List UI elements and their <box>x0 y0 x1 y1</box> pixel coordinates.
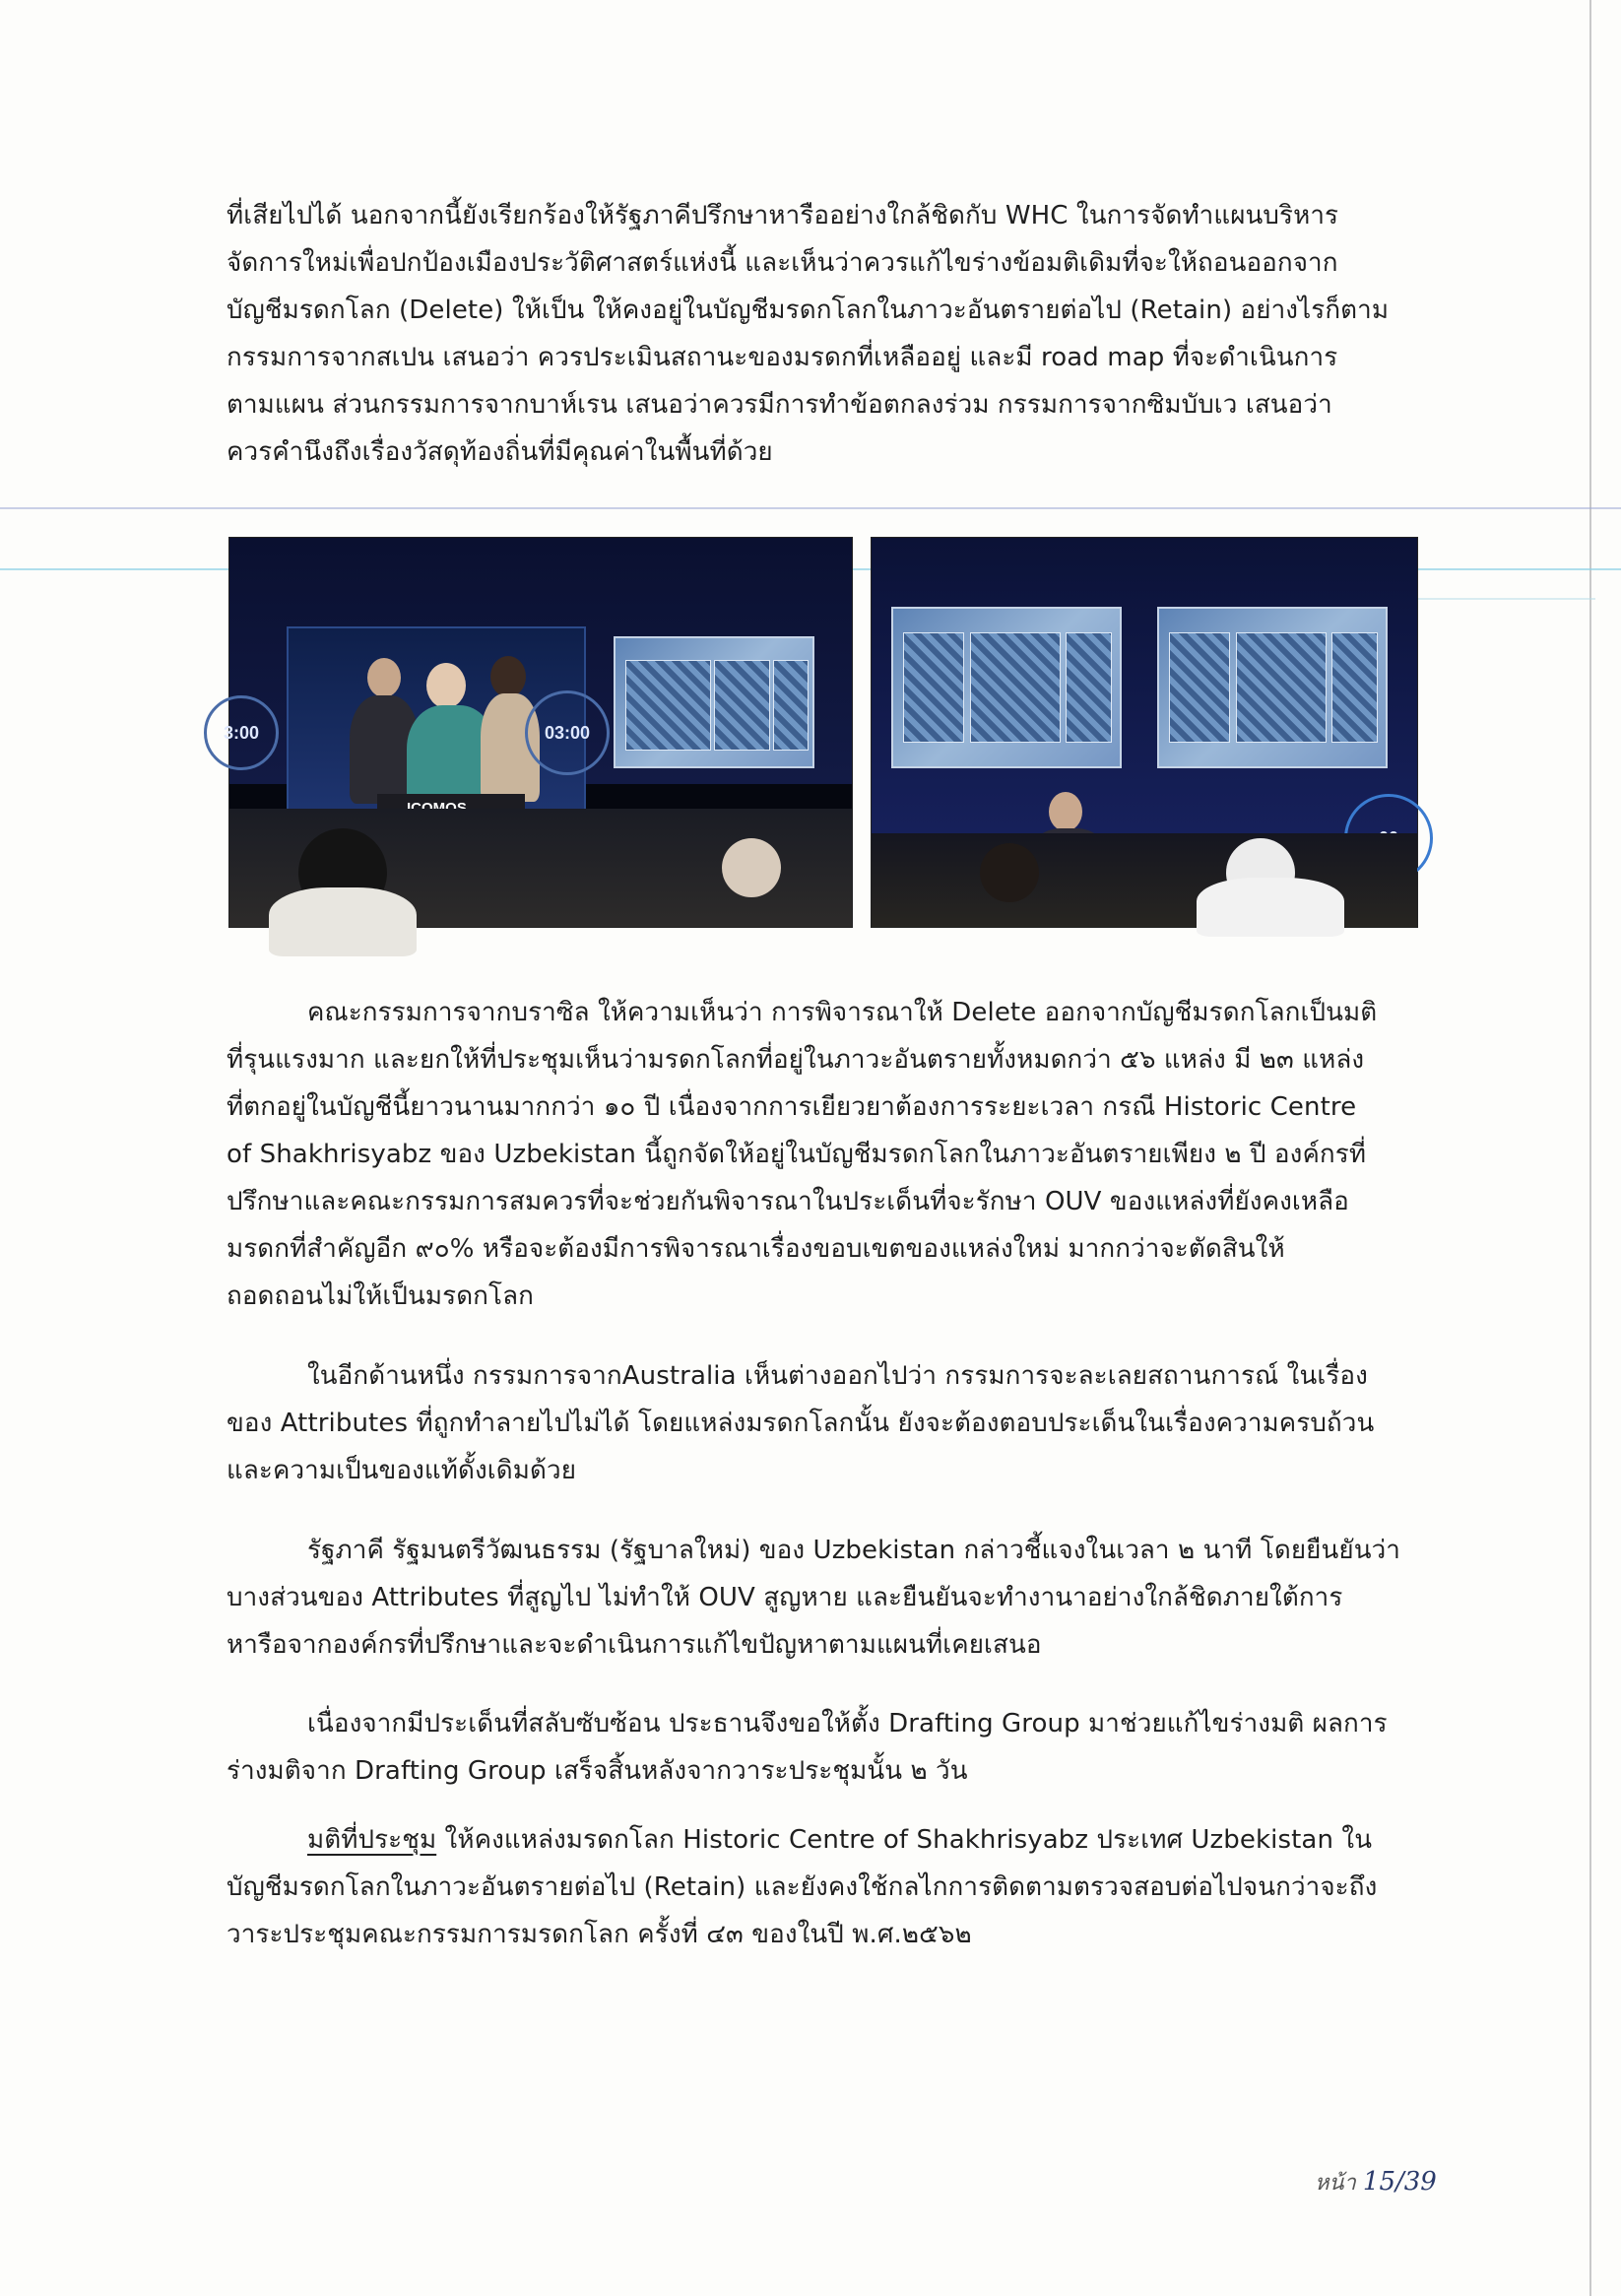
text-line: ปรึกษาและคณะกรรมการสมควรที่จะช่วยกันพิจารณาในประเด็นที่จะรักษา OUV ของแหล่งที่ยังคงเหลือ <box>227 1187 1349 1216</box>
text-line: ร่างมติจาก Drafting Group เสร็จสิ้นหลังจากวาระประชุมนั้น ๒ วัน <box>227 1756 968 1786</box>
paragraph-1 <box>227 192 1418 476</box>
text-line: ที่เสียไปได้ นอกจากนี้ยังเรียกร้องให้รัฐภาคีปรึกษาหารืออย่างใกล้ชิดกับ WHC ในการจัดทำแผนบริหาร <box>227 201 1339 230</box>
page-number-value: 15/39 <box>1362 2167 1437 2197</box>
meeting-photo-presentation <box>872 538 1417 927</box>
text-line: ที่รุนแรงมาก และยกให้ที่ประชุมเห็นว่ามรดกโลกที่อยู่ในภาวะอันตรายทั้งหมดกว่า ๕๖ แหล่ง มี ๒๓ แหล่ง <box>227 1045 1365 1075</box>
text-line: ที่ตกอยู่ในบัญชีนี้ยาวนานมากกว่า ๑๐ ปี เนื่องจากการเยียวยาต้องการระยะเวลา กรณี Historic Centre <box>227 1092 1357 1122</box>
text-line: ควรคำนึงถึงเรื่องวัสดุท้องถิ่นที่มีคุณค่าในพื้นที่ด้วย <box>227 437 773 467</box>
presentation-screen <box>1157 607 1388 768</box>
text-line: เนื่องจากมีประเด็นที่สลับซับซ้อน ประธานจึงขอให้ตั้ง Drafting Group มาช่วยแก้ไขร่างมติ ผลการ <box>307 1709 1388 1738</box>
resolution-label: มติที่ประชุม <box>307 1825 437 1855</box>
text-line: วาระประชุมคณะกรรมการมรดกโลก ครั้งที่ ๔๓ ของในปี พ.ศ.๒๕๖๒ <box>227 1920 972 1949</box>
presentation-screen <box>614 636 814 768</box>
text-line: กรรมการจากสเปน เสนอว่า ควรประเมินสถานะของมรดกที่เหลืออยู่ และมี road map ที่จะดำเนินการ <box>227 343 1338 372</box>
page-number <box>1315 2165 1437 2199</box>
paragraph-5 <box>227 1700 1418 1795</box>
scan-artifact-line <box>0 507 1621 509</box>
text-line: บัญชีมรดกโลกในภาวะอันตรายต่อไป (Retain) และยังคงใช้กลไกการติดตามตรวจสอบต่อไปจนกว่าจะถึง <box>227 1872 1378 1902</box>
text-line: ของ Attributes ที่ถูกทำลายไปไม่ได้ โดยแหล่งมรดกโลกนั้น ยังจะต้องตอบประเด็นในเรื่องความครบถ้วน <box>227 1409 1375 1438</box>
paragraph-4 <box>227 1527 1418 1669</box>
page-number-prefix: หน้า <box>1315 2171 1356 2196</box>
text-line: คณะกรรมการจากบราซิล ให้ความเห็นว่า การพิจารณาให้ Delete ออกจากบัญชีมรดกโลกเป็นมติ <box>307 998 1378 1027</box>
presentation-screen <box>891 607 1122 768</box>
paragraph-2 <box>227 989 1418 1320</box>
timer-display: 3:00 <box>204 695 279 770</box>
page-edge-line <box>1589 0 1591 2296</box>
text-line: รัฐภาคี รัฐมนตรีวัฒนธรรม (รัฐบาลใหม่) ของ Uzbekistan กล่าวชี้แจงในเวลา ๒ นาที โดยยืนยันว่า <box>307 1536 1400 1565</box>
text-line: บางส่วนของ Attributes ที่สูญไป ไม่ทำให้ OUV สูญหาย และยืนยันจะทำงานาอย่างใกล้ชิดภายใต้การ <box>227 1583 1343 1612</box>
paragraph-resolution <box>227 1816 1418 1958</box>
text-line: of Shakhrisyabz ของ Uzbekistan นี้ถูกจัดให้อยู่ในบัญชีมรดกโลกในภาวะอันตรายเพียง ๒ ปี องค์กรที่ <box>227 1140 1367 1169</box>
paragraph-3 <box>227 1352 1418 1494</box>
text-line: จัดการใหม่เพื่อปกป้องเมืองประวัติศาสตร์แห่งนี้ และเห็นว่าควรแก้ไขร่างข้อมติเดิมที่จะให้ถอนออกจาก <box>227 248 1338 278</box>
text-line: ตามแผน ส่วนกรรมการจากบาห์เรน เสนอว่าควรมีการทำข้อตกลงร่วม กรรมการจากซิมบับเว เสนอว่า <box>227 390 1332 420</box>
timer-display: 03:00 <box>525 690 610 775</box>
text-line: และความเป็นของแท้ดั้งเดิมด้วย <box>227 1456 577 1485</box>
text-line: ถอดถอนไม่ให้เป็นมรดกโลก <box>227 1281 534 1311</box>
text-line: หารือจากองค์กรที่ปรึกษาและจะดำเนินการแก้ไขปัญหาตามแผนที่เคยเสนอ <box>227 1630 1042 1660</box>
text-line: บัญชีมรดกโลก (Delete) ให้เป็น ให้คงอยู่ในบัญชีมรดกโลกในภาวะอันตรายต่อไป (Retain) อย่างไรก็ตาม <box>227 295 1390 325</box>
text-line: ในอีกด้านหนึ่ง กรรมการจากAustralia เห็นต่างออกไปว่า กรรมการจะละเลยสถานการณ์ ในเรื่อง <box>307 1361 1368 1391</box>
resolution-text: ให้คงแหล่งมรดกโลก Historic Centre of Shakhrisyabz ประเทศ Uzbekistan ใน <box>436 1825 1373 1855</box>
text-line <box>227 1816 1418 1864</box>
meeting-photo-icomos <box>223 538 852 927</box>
text-line: มรดกที่สำคัญอีก ๙๐% หรือจะต้องมีการพิจารณาเรื่องขอบเขตของแหล่งใหม่ มากกว่าจะตัดสินให้ <box>227 1234 1285 1264</box>
